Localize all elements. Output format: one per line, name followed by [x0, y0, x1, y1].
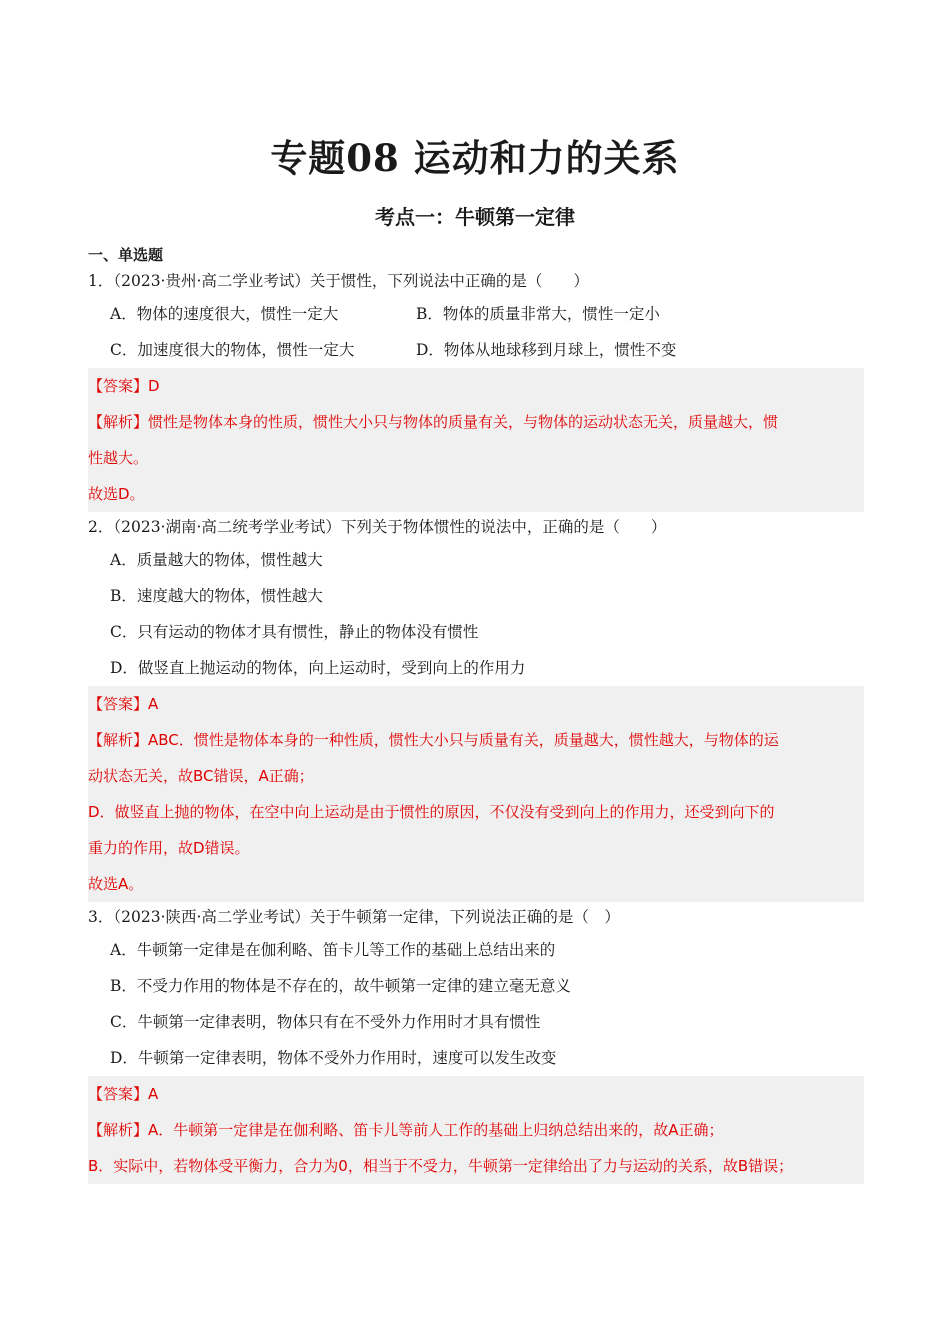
topic-subtitle: 考点一：牛顿第一定律 — [375, 205, 575, 229]
analysis-line: 故选D。 — [88, 485, 145, 503]
question-stem: 3．（2023·陕西·高二学业考试）关于牛顿第一定律，下列说法正确的是（ ） — [88, 908, 620, 926]
analysis-line: D．做竖直上抛的物体，在空中向上运动是由于惯性的原因，不仅没有受到向上的作用力，还受到向下的 — [88, 803, 775, 821]
analysis-line: 动状态无关，故BC错误，A正确； — [88, 767, 314, 785]
option-d: D．做竖直上抛运动的物体，向上运动时，受到向上的作用力 — [110, 659, 526, 677]
answer-line: 【答案】A — [88, 695, 159, 713]
answer-block — [88, 686, 864, 902]
option-c: C．牛顿第一定律表明，物体只有在不受外力作用时才具有惯性 — [110, 1013, 541, 1031]
question-list — [88, 266, 864, 1184]
answer-block — [88, 1076, 864, 1184]
question-2 — [88, 512, 864, 902]
question-stem: 1．（2023·贵州·高二学业考试）关于惯性，下列说法中正确的是（ ） — [88, 272, 589, 290]
analysis-line: 故选A。 — [88, 875, 144, 893]
analysis-line: B．实际中，若物体受平衡力，合力为0，相当于不受力，牛顿第一定律给出了力与运动的关系，故B错误； — [88, 1157, 794, 1175]
answer-block — [88, 368, 864, 512]
document-title: 专题08 运动和力的关系 — [270, 136, 680, 180]
option-b: B．物体的质量非常大，惯性一定小 — [416, 305, 660, 323]
option-c: C．加速度很大的物体，惯性一定大 — [110, 341, 355, 359]
section-heading: 一、单选题 — [88, 246, 164, 264]
answer-line: 【答案】A — [88, 1085, 159, 1103]
option-row — [88, 296, 864, 332]
analysis-line: 【解析】惯性是物体本身的性质，惯性大小只与物体的质量有关，与物体的运动状态无关，质量越大，惯 — [88, 413, 779, 431]
answer-line: 【答案】D — [88, 377, 160, 395]
analysis-line: 【解析】A．牛顿第一定律是在伽利略、笛卡儿等前人工作的基础上归纳总结出来的，故A正确； — [88, 1121, 724, 1139]
option-b: B．速度越大的物体，惯性越大 — [110, 587, 323, 605]
question-1 — [88, 266, 864, 512]
option-c: C．只有运动的物体才具有惯性，静止的物体没有惯性 — [110, 623, 479, 641]
option-b: B．不受力作用的物体是不存在的，故牛顿第一定律的建立毫无意义 — [110, 977, 571, 995]
option-a: A．物体的速度很大，惯性一定大 — [110, 305, 339, 323]
option-a: A．牛顿第一定律是在伽利略、笛卡儿等工作的基础上总结出来的 — [110, 941, 556, 959]
question-3 — [88, 902, 864, 1184]
option-d: D．物体从地球移到月球上，惯性不变 — [416, 341, 677, 359]
option-d: D．牛顿第一定律表明，物体不受外力作用时，速度可以发生改变 — [110, 1049, 557, 1067]
analysis-line: 性越大。 — [88, 449, 149, 467]
question-stem: 2．（2023·湖南·高二统考学业考试）下列关于物体惯性的说法中，正确的是（ ） — [88, 518, 667, 536]
option-a: A．质量越大的物体，惯性越大 — [110, 551, 323, 569]
option-row — [88, 332, 864, 368]
analysis-line: 重力的作用，故D错误。 — [88, 839, 250, 857]
analysis-line: 【解析】ABC．惯性是物体本身的一种性质，惯性大小只与质量有关，质量越大，惯性越大，与物体的运 — [88, 731, 779, 749]
